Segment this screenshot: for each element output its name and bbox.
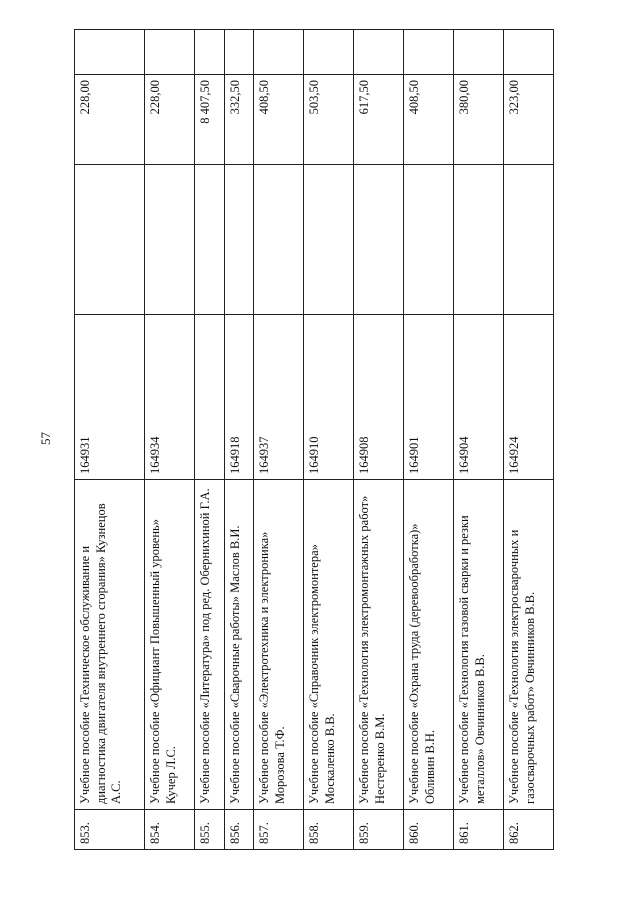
item-code: 164901 (404, 315, 454, 480)
empty-cell (404, 30, 454, 75)
empty-cell (404, 165, 454, 315)
empty-cell (354, 165, 404, 315)
empty-cell (145, 30, 195, 75)
empty-cell (454, 165, 504, 315)
row-number: 853. (75, 810, 145, 850)
row-number: 856. (224, 810, 254, 850)
empty-cell (195, 30, 225, 75)
item-price: 380,00 (454, 75, 504, 165)
item-code: 164924 (504, 315, 554, 480)
item-code (195, 315, 225, 480)
empty-cell (454, 30, 504, 75)
empty-cell (224, 165, 254, 315)
item-name: Учебное пособие «Сварочные работы» Маслов В.И. (224, 480, 254, 810)
rotated-table-wrapper (74, 30, 554, 850)
row-number: 858. (304, 810, 354, 850)
table-row (254, 30, 304, 850)
empty-cell (504, 30, 554, 75)
item-price: 228,00 (75, 75, 145, 165)
empty-cell (224, 30, 254, 75)
item-price: 228,00 (145, 75, 195, 165)
row-number: 860. (404, 810, 454, 850)
empty-cell (75, 165, 145, 315)
empty-cell (195, 165, 225, 315)
page-number: 57 (38, 432, 53, 445)
table-row (454, 30, 504, 850)
empty-cell (254, 30, 304, 75)
item-code: 164934 (145, 315, 195, 480)
item-code: 164904 (454, 315, 504, 480)
empty-cell (354, 30, 404, 75)
item-name: Учебное пособие «Технология газовой сварки и резки металлов» Овчинников В.В. (454, 480, 504, 810)
item-price: 332,50 (224, 75, 254, 165)
row-number: 861. (454, 810, 504, 850)
item-code: 164937 (254, 315, 304, 480)
table-row (404, 30, 454, 850)
item-name: Учебное пособие «Техническое обслуживание и диагностика двигателя внутреннего сгорания» Кузнецов А.С. (75, 480, 145, 810)
item-price: 503,50 (304, 75, 354, 165)
empty-cell (304, 30, 354, 75)
item-name: Учебное пособие «Электротехника и электроника» Морозова Т.Ф. (254, 480, 304, 810)
item-price: 408,50 (254, 75, 304, 165)
empty-cell (75, 30, 145, 75)
item-price: 408,50 (404, 75, 454, 165)
item-name: Учебное пособие «Технология электросварочных и газосварочных работ» Овчинников В.В. (504, 480, 554, 810)
table-row (504, 30, 554, 850)
items-table (74, 29, 554, 850)
table-row (304, 30, 354, 850)
row-number: 859. (354, 810, 404, 850)
item-code: 164910 (304, 315, 354, 480)
row-number: 854. (145, 810, 195, 850)
item-name: Учебное пособие «Охрана труда (деревообработка)» Обливин В.Н. (404, 480, 454, 810)
item-price: 323,00 (504, 75, 554, 165)
empty-cell (504, 165, 554, 315)
item-price: 8 407,50 (195, 75, 225, 165)
table-row (195, 30, 225, 850)
item-name: Учебное пособие «Официант Повышенный уровень» Кучер Л.С. (145, 480, 195, 810)
row-number: 862. (504, 810, 554, 850)
table-row (224, 30, 254, 850)
row-number: 855. (195, 810, 225, 850)
empty-cell (304, 165, 354, 315)
table-row (145, 30, 195, 850)
item-name: Учебное пособие «Технология электромонтажных работ» Нестеренко В.М. (354, 480, 404, 810)
table-row (354, 30, 404, 850)
row-number: 857. (254, 810, 304, 850)
empty-cell (254, 165, 304, 315)
item-code: 164908 (354, 315, 404, 480)
empty-cell (145, 165, 195, 315)
item-name: Учебное пособие «Справочник электромонтера» Москаленко В.В. (304, 480, 354, 810)
table-row (75, 30, 145, 850)
item-code: 164918 (224, 315, 254, 480)
item-price: 617,50 (354, 75, 404, 165)
item-name: Учебное пособие «Литература» под ред. Обернихиной Г.А. (195, 480, 225, 810)
item-code: 164931 (75, 315, 145, 480)
